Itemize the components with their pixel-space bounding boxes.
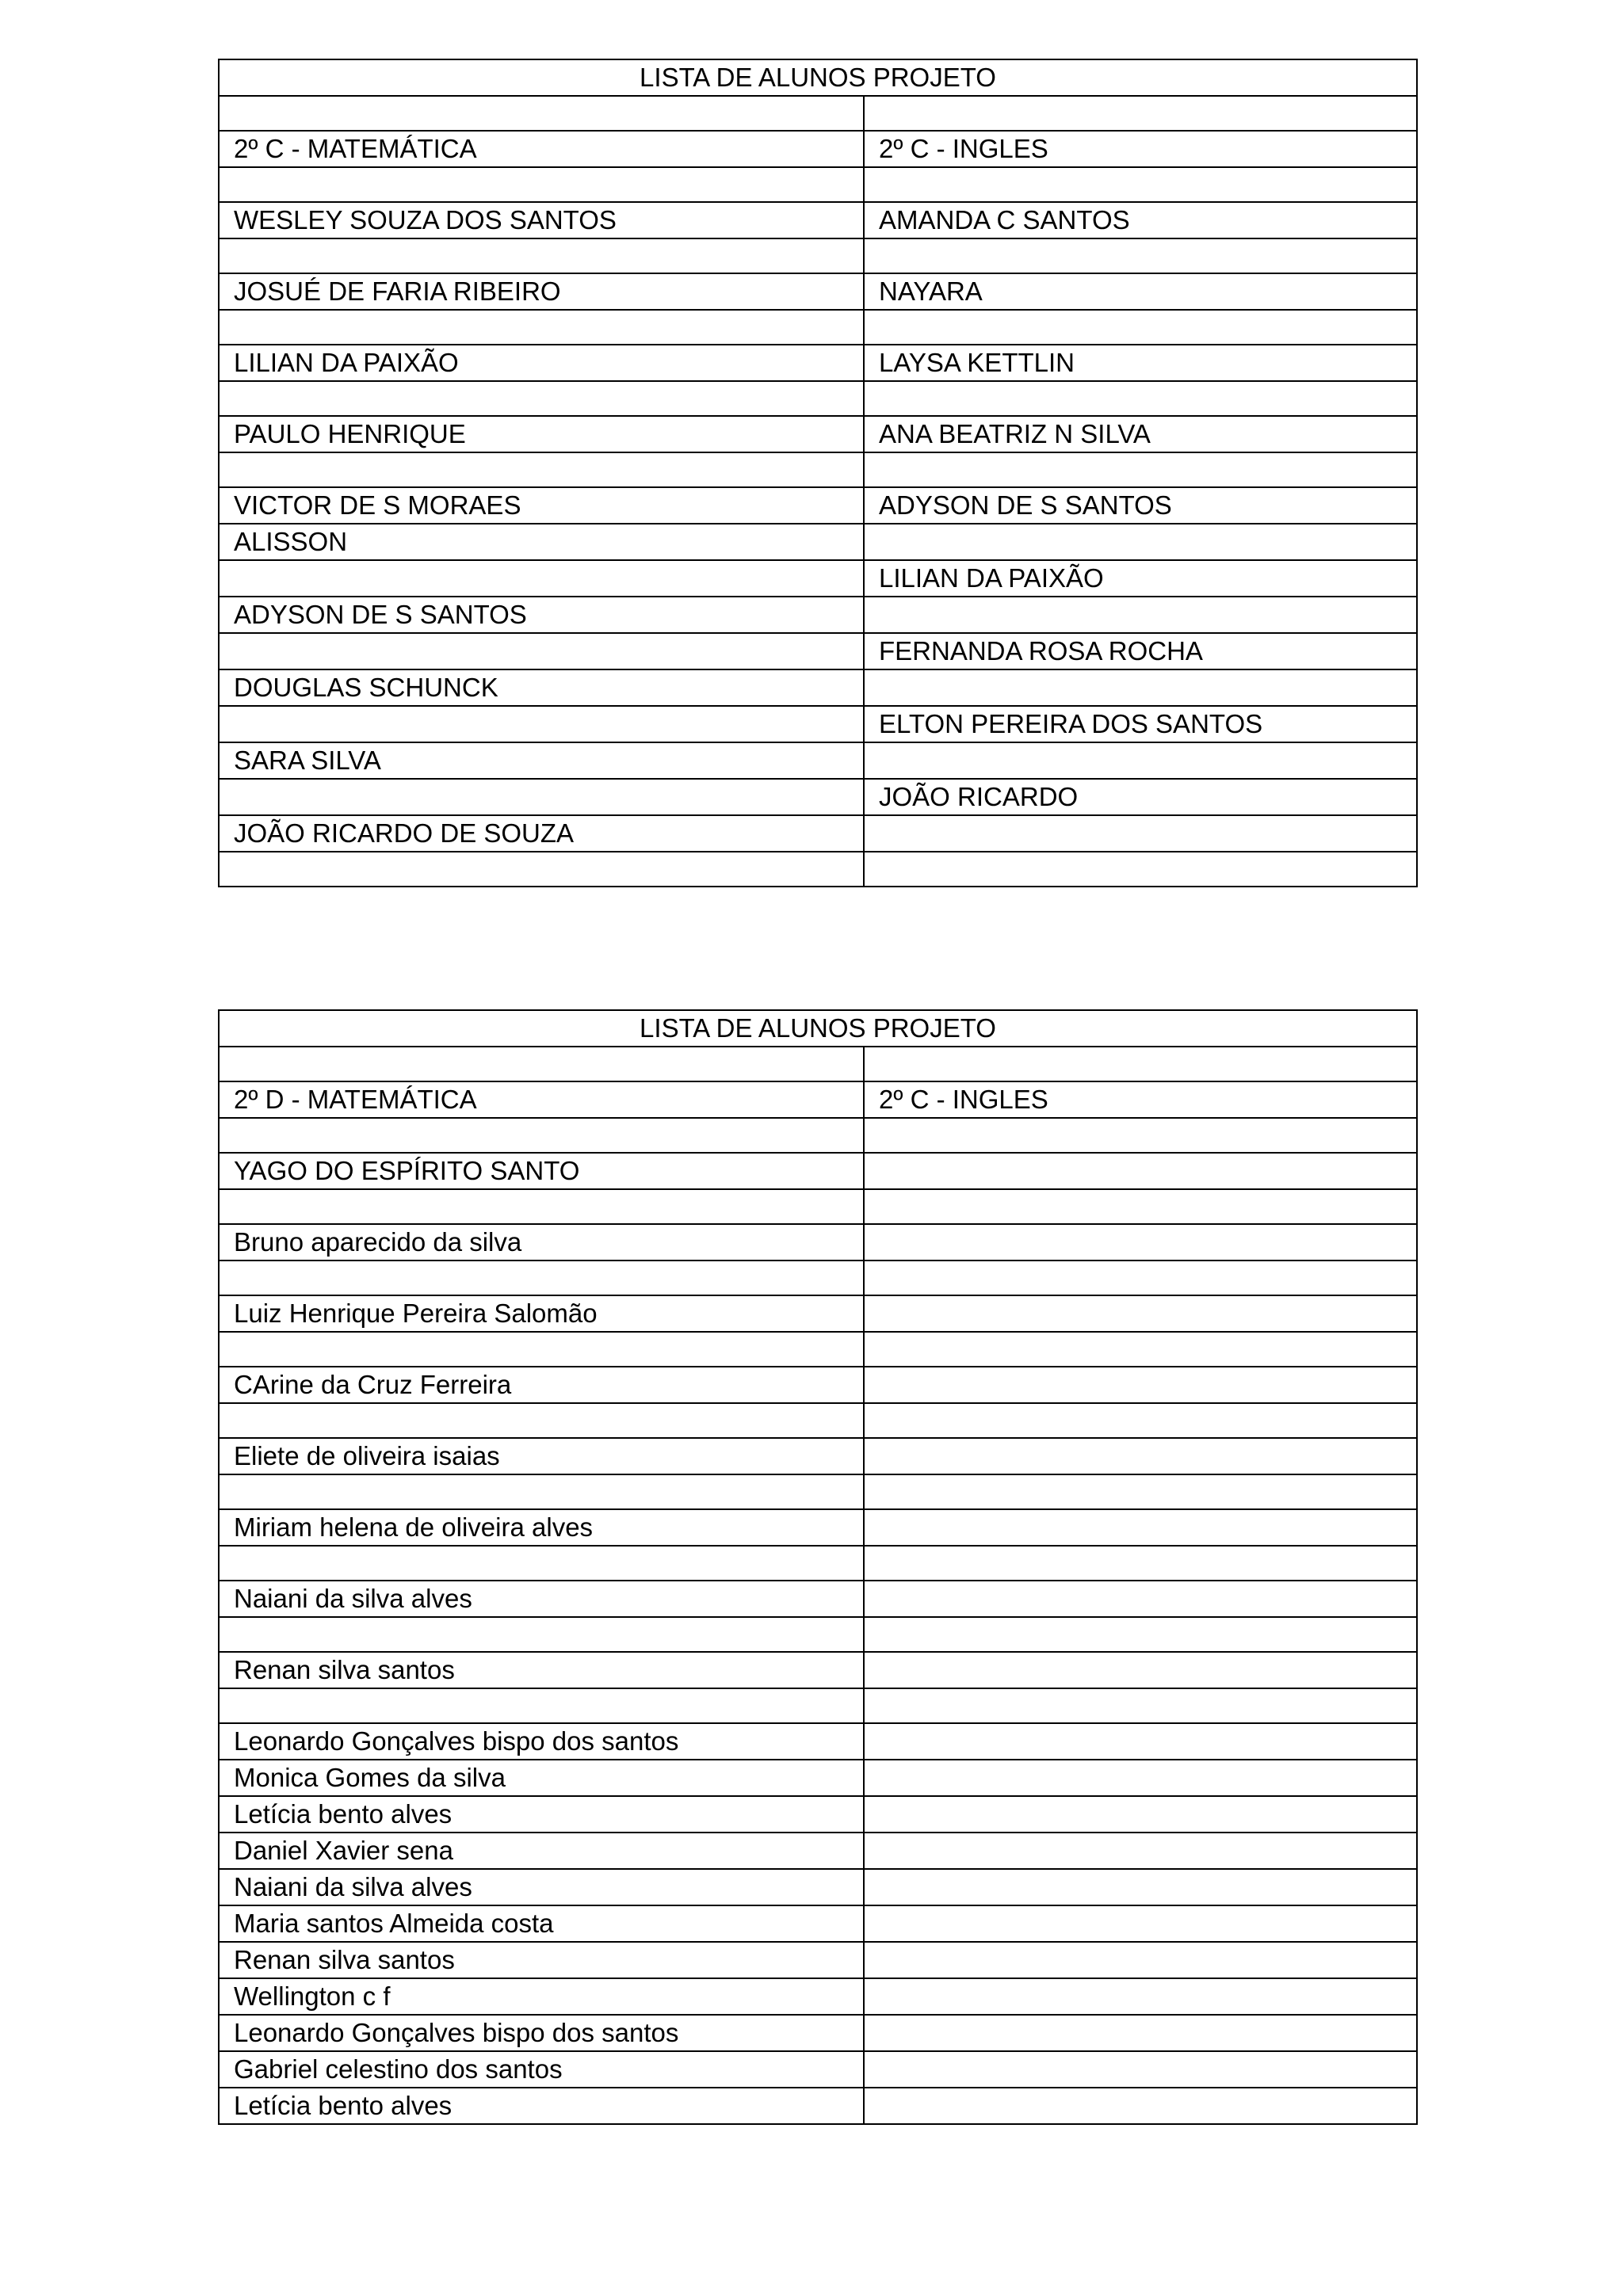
left-column-cell: Naiani da silva alves bbox=[219, 1581, 864, 1617]
table-row bbox=[219, 1403, 1417, 1438]
right-column-cell bbox=[864, 1723, 1417, 1760]
left-column-cell: VICTOR DE S MORAES bbox=[219, 487, 864, 524]
table-row bbox=[219, 167, 1417, 202]
right-column-cell bbox=[864, 310, 1417, 345]
left-column-cell: Monica Gomes da silva bbox=[219, 1760, 864, 1796]
right-column-cell: 2º C - INGLES bbox=[864, 1081, 1417, 1118]
right-column-cell bbox=[864, 452, 1417, 487]
table-row bbox=[219, 1367, 1417, 1403]
table-row bbox=[219, 1189, 1417, 1224]
table-row bbox=[219, 1581, 1417, 1617]
table-row bbox=[219, 345, 1417, 381]
right-column-cell: LAYSA KETTLIN bbox=[864, 345, 1417, 381]
table-row bbox=[219, 1474, 1417, 1509]
left-column-cell: ADYSON DE S SANTOS bbox=[219, 597, 864, 633]
right-column-cell bbox=[864, 1942, 1417, 1978]
left-column-cell: Renan silva santos bbox=[219, 1942, 864, 1978]
left-column-cell: WESLEY SOUZA DOS SANTOS bbox=[219, 202, 864, 238]
left-column-cell bbox=[219, 1688, 864, 1723]
table-row bbox=[219, 633, 1417, 669]
right-column-cell bbox=[864, 1978, 1417, 2015]
right-column-cell: ADYSON DE S SANTOS bbox=[864, 487, 1417, 524]
right-column-cell bbox=[864, 597, 1417, 633]
table-row bbox=[219, 1869, 1417, 1905]
right-column-cell bbox=[864, 1760, 1417, 1796]
table-row bbox=[219, 2051, 1417, 2088]
right-column-cell: AMANDA C SANTOS bbox=[864, 202, 1417, 238]
table-row bbox=[219, 1688, 1417, 1723]
table-body bbox=[219, 1010, 1417, 2124]
table-row bbox=[219, 1438, 1417, 1474]
table-title-row bbox=[219, 59, 1417, 96]
left-column-cell bbox=[219, 852, 864, 887]
left-column-cell bbox=[219, 1261, 864, 1295]
right-column-cell bbox=[864, 1438, 1417, 1474]
right-column-cell bbox=[864, 1869, 1417, 1905]
table-row bbox=[219, 706, 1417, 742]
right-column-cell bbox=[864, 815, 1417, 852]
left-column-cell bbox=[219, 310, 864, 345]
right-column-cell bbox=[864, 1224, 1417, 1261]
table-row bbox=[219, 815, 1417, 852]
right-column-cell: FERNANDA ROSA ROCHA bbox=[864, 633, 1417, 669]
right-column-cell bbox=[864, 1905, 1417, 1942]
left-column-cell bbox=[219, 779, 864, 815]
table-row bbox=[219, 1047, 1417, 1081]
table-row bbox=[219, 1509, 1417, 1546]
table-row bbox=[219, 2088, 1417, 2124]
left-column-cell bbox=[219, 96, 864, 131]
right-column-cell: ANA BEATRIZ N SILVA bbox=[864, 416, 1417, 452]
left-column-cell: ALISSON bbox=[219, 524, 864, 560]
left-column-cell bbox=[219, 1189, 864, 1224]
left-column-cell: Luiz Henrique Pereira Salomão bbox=[219, 1295, 864, 1332]
left-column-cell bbox=[219, 560, 864, 597]
left-column-cell: CArine da Cruz Ferreira bbox=[219, 1367, 864, 1403]
table-title: LISTA DE ALUNOS PROJETO bbox=[219, 59, 1417, 96]
table-row bbox=[219, 1652, 1417, 1688]
left-column-cell: Naiani da silva alves bbox=[219, 1869, 864, 1905]
right-column-cell: LILIAN DA PAIXÃO bbox=[864, 560, 1417, 597]
left-column-cell bbox=[219, 633, 864, 669]
student-list-table-2 bbox=[218, 1009, 1418, 2125]
right-column-cell bbox=[864, 1403, 1417, 1438]
table-row bbox=[219, 1760, 1417, 1796]
table-row bbox=[219, 1153, 1417, 1189]
right-column-cell bbox=[864, 1261, 1417, 1295]
table-row bbox=[219, 1332, 1417, 1367]
left-column-cell: JOSUÉ DE FARIA RIBEIRO bbox=[219, 273, 864, 310]
right-column-cell bbox=[864, 1295, 1417, 1332]
table-row bbox=[219, 597, 1417, 633]
right-column-cell bbox=[864, 1688, 1417, 1723]
right-column-cell bbox=[864, 1796, 1417, 1833]
left-column-cell: SARA SILVA bbox=[219, 742, 864, 779]
table-row bbox=[219, 1224, 1417, 1261]
table-row bbox=[219, 524, 1417, 560]
left-column-cell: YAGO DO ESPÍRITO SANTO bbox=[219, 1153, 864, 1189]
right-column-cell bbox=[864, 2015, 1417, 2051]
right-column-cell bbox=[864, 1546, 1417, 1581]
left-column-cell bbox=[219, 706, 864, 742]
right-column-cell bbox=[864, 96, 1417, 131]
left-column-cell bbox=[219, 1332, 864, 1367]
left-column-cell bbox=[219, 381, 864, 416]
left-column-cell: Maria santos Almeida costa bbox=[219, 1905, 864, 1942]
left-column-cell: LILIAN DA PAIXÃO bbox=[219, 345, 864, 381]
right-column-cell bbox=[864, 1617, 1417, 1652]
right-column-cell bbox=[864, 2051, 1417, 2088]
table-row bbox=[219, 202, 1417, 238]
table-row bbox=[219, 273, 1417, 310]
left-column-cell: 2º D - MATEMÁTICA bbox=[219, 1081, 864, 1118]
table-title: LISTA DE ALUNOS PROJETO bbox=[219, 1010, 1417, 1047]
left-column-cell bbox=[219, 1047, 864, 1081]
table-row bbox=[219, 1796, 1417, 1833]
right-column-cell bbox=[864, 1332, 1417, 1367]
table-row bbox=[219, 96, 1417, 131]
right-column-cell bbox=[864, 1118, 1417, 1153]
right-column-cell bbox=[864, 1153, 1417, 1189]
left-column-cell bbox=[219, 1118, 864, 1153]
right-column-cell bbox=[864, 1474, 1417, 1509]
table-row bbox=[219, 1833, 1417, 1869]
left-column-cell: Daniel Xavier sena bbox=[219, 1833, 864, 1869]
right-column-cell bbox=[864, 1652, 1417, 1688]
right-column-cell bbox=[864, 2088, 1417, 2124]
table-row bbox=[219, 1081, 1417, 1118]
right-column-cell bbox=[864, 1189, 1417, 1224]
left-column-cell: Leonardo Gonçalves bispo dos santos bbox=[219, 1723, 864, 1760]
table-row bbox=[219, 452, 1417, 487]
table-row bbox=[219, 852, 1417, 887]
left-column-cell: Leonardo Gonçalves bispo dos santos bbox=[219, 2015, 864, 2051]
table-row bbox=[219, 560, 1417, 597]
left-column-cell: Gabriel celestino dos santos bbox=[219, 2051, 864, 2088]
left-column-cell: DOUGLAS SCHUNCK bbox=[219, 669, 864, 706]
table-row bbox=[219, 1617, 1417, 1652]
table-body bbox=[219, 59, 1417, 887]
table-row bbox=[219, 1905, 1417, 1942]
left-column-cell: Bruno aparecido da silva bbox=[219, 1224, 864, 1261]
table-row bbox=[219, 2015, 1417, 2051]
table-row bbox=[219, 416, 1417, 452]
right-column-cell bbox=[864, 1581, 1417, 1617]
right-column-cell: 2º C - INGLES bbox=[864, 131, 1417, 167]
left-column-cell: Miriam helena de oliveira alves bbox=[219, 1509, 864, 1546]
right-column-cell bbox=[864, 1047, 1417, 1081]
left-column-cell: Eliete de oliveira isaias bbox=[219, 1438, 864, 1474]
right-column-cell bbox=[864, 1833, 1417, 1869]
table-row bbox=[219, 1723, 1417, 1760]
table-row bbox=[219, 742, 1417, 779]
table-row bbox=[219, 669, 1417, 706]
left-column-cell bbox=[219, 1403, 864, 1438]
right-column-cell bbox=[864, 381, 1417, 416]
table-row bbox=[219, 381, 1417, 416]
table-row bbox=[219, 1295, 1417, 1332]
right-column-cell bbox=[864, 524, 1417, 560]
right-column-cell bbox=[864, 669, 1417, 706]
right-column-cell bbox=[864, 238, 1417, 273]
right-column-cell: ELTON PEREIRA DOS SANTOS bbox=[864, 706, 1417, 742]
right-column-cell bbox=[864, 167, 1417, 202]
right-column-cell: NAYARA bbox=[864, 273, 1417, 310]
right-column-cell: JOÃO RICARDO bbox=[864, 779, 1417, 815]
left-column-cell bbox=[219, 1546, 864, 1581]
table-row bbox=[219, 1546, 1417, 1581]
left-column-cell bbox=[219, 167, 864, 202]
table-row bbox=[219, 1261, 1417, 1295]
table-row bbox=[219, 1978, 1417, 2015]
left-column-cell bbox=[219, 1474, 864, 1509]
table-row bbox=[219, 1942, 1417, 1978]
table-row bbox=[219, 238, 1417, 273]
right-column-cell bbox=[864, 1367, 1417, 1403]
left-column-cell: JOÃO RICARDO DE SOUZA bbox=[219, 815, 864, 852]
left-column-cell bbox=[219, 238, 864, 273]
table-row bbox=[219, 779, 1417, 815]
left-column-cell bbox=[219, 1617, 864, 1652]
right-column-cell bbox=[864, 852, 1417, 887]
left-column-cell: PAULO HENRIQUE bbox=[219, 416, 864, 452]
left-column-cell: 2º C - MATEMÁTICA bbox=[219, 131, 864, 167]
table-row bbox=[219, 1118, 1417, 1153]
right-column-cell bbox=[864, 1509, 1417, 1546]
table-row bbox=[219, 487, 1417, 524]
left-column-cell: Letícia bento alves bbox=[219, 1796, 864, 1833]
left-column-cell: Letícia bento alves bbox=[219, 2088, 864, 2124]
right-column-cell bbox=[864, 742, 1417, 779]
table-row bbox=[219, 310, 1417, 345]
left-column-cell: Renan silva santos bbox=[219, 1652, 864, 1688]
student-list-table-1 bbox=[218, 59, 1418, 887]
table-row bbox=[219, 131, 1417, 167]
left-column-cell: Wellington c f bbox=[219, 1978, 864, 2015]
left-column-cell bbox=[219, 452, 864, 487]
table-title-row bbox=[219, 1010, 1417, 1047]
